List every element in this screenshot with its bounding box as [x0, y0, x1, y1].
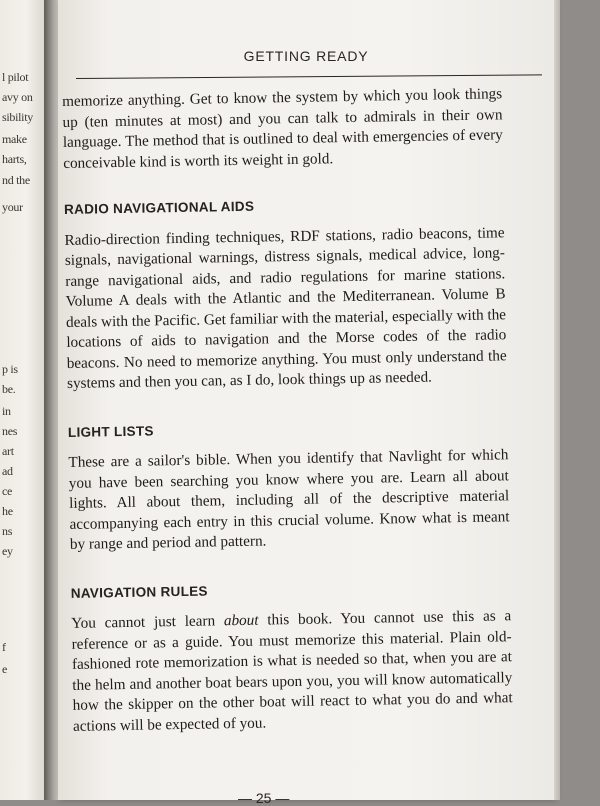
facing-page-fragment: nd the: [2, 173, 30, 187]
facing-page-fragment: avy on: [2, 90, 33, 104]
facing-page-fragment: e: [2, 662, 8, 676]
facing-page-fragment: f: [2, 640, 6, 654]
facing-page-fragment: l pilot: [2, 70, 29, 84]
facing-page-fragment: p is: [2, 362, 18, 376]
facing-page-fragment: be.: [2, 382, 16, 396]
rules-emphasis: about: [223, 611, 259, 630]
light-lists-heading: LIGHT LISTS: [67, 422, 154, 440]
light-lists-paragraph: These are a sailor's bible. When you identify that Navlight for which you have been searching you know where you are. Learn all about lights. All about them, including all of the descriptive material accompanying each entry in this crucial volume. Know what is meant by range and period and pattern.: [68, 446, 510, 553]
rules-text-end: this book. You cannot use this as a reference or as a guide. You must memorize this material. Plain old-fashioned rote memorization is what is needed so that, when you are at the helm and another boat bears upon you, you will know automatically how the skipper on the other boat will react to what you do and what actions will be expected of you.: [71, 607, 513, 735]
facing-page-fragment: ey: [2, 544, 13, 558]
radio-aids-paragraph: Radio-direction finding techniques, RDF stations, radio beacons, time signals, navigational warnings, distress signals, medical advice, long-range navigational aids, and radio regulations for marine stations. Volume A deals with the Atlantic and the Mediterranean. Volume B deals with the Pacific. Get familiar with the material, especially with the locations of aids to navigation and the Morse codes of the radio beacons. No need to memorize anything. You must only understand the systems and then you can, as I do, look things up as needed.: [64, 223, 507, 392]
rules-text-start: You cannot just learn: [71, 612, 225, 632]
intro-paragraph: memorize anything. Get to know the system by which you look things up (ten minutes at most) and you can talk to admirals in their own language. The method that is outlined to deal with emergencies of every conceivable kind is worth its weight in gold.: [62, 85, 503, 172]
facing-page-fragment: ad: [2, 464, 13, 478]
facing-page-fragment: ns: [2, 524, 13, 538]
book-page: [58, 0, 554, 806]
header-rule: [76, 74, 542, 79]
running-head: GETTING READY: [243, 48, 369, 64]
facing-page-fragment: harts,: [2, 152, 27, 166]
facing-page-fragment: he: [2, 504, 13, 518]
facing-page: [0, 0, 46, 800]
facing-page-fragment: art: [2, 444, 14, 458]
facing-page-fragment: make: [2, 132, 27, 146]
radio-aids-heading: RADIO NAVIGATIONAL AIDS: [63, 198, 255, 217]
page-body: [62, 84, 513, 737]
navigation-rules-paragraph: [71, 606, 513, 737]
navigation-rules-heading: NAVIGATION RULES: [70, 583, 208, 601]
page-edge: [554, 0, 560, 800]
facing-page-fragment: your: [2, 200, 23, 214]
facing-page-fragment: nes: [2, 424, 18, 438]
facing-page-fragment: sibility: [2, 110, 33, 124]
page-number: — 25 —: [238, 790, 290, 806]
facing-page-fragment: in: [2, 404, 11, 418]
facing-page-fragment: ce: [2, 484, 13, 498]
